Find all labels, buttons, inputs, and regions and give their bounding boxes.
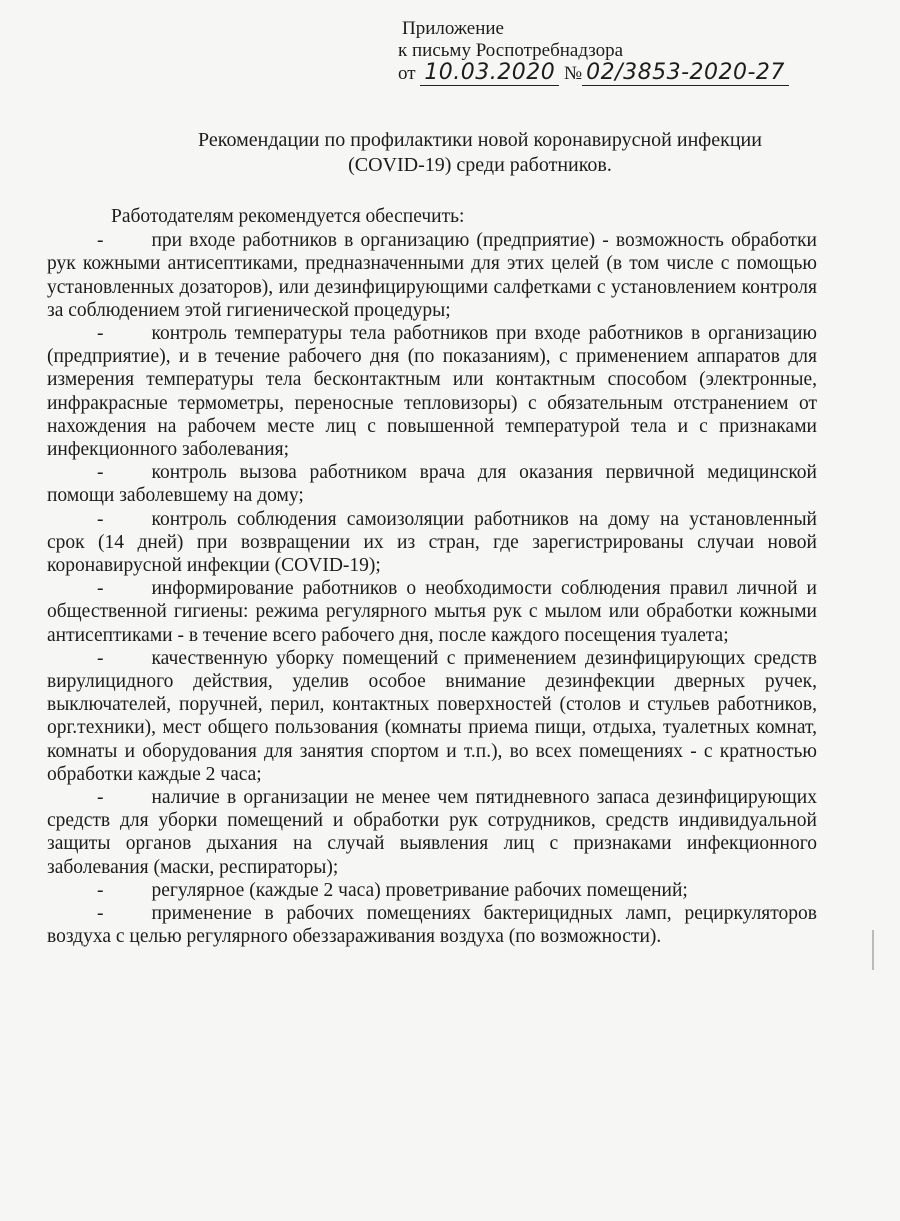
bullet-dash: - <box>97 787 104 809</box>
title-line-1: Рекомендации по профилактики новой коронавирусной инфекции <box>198 129 762 151</box>
list-item-text: контроль вызова работником врача для оказания первичной медицинской помощи заболевшему на дому; <box>47 462 817 507</box>
list-item <box>47 322 817 461</box>
list-item <box>47 508 817 578</box>
bullet-dash: - <box>97 879 104 901</box>
document-title <box>100 128 860 178</box>
handwritten-number: 02/3853-2020-27 <box>582 60 789 86</box>
list-item-text: наличие в организации не менее чем пятидневного запаса дезинфицирующих средств для уборки помещений и обработки рук сотрудников, средств индивидуальной защиты органов дыхания на случай выявления лиц с признаками инфекционного заболевания (маски, респираторы); <box>47 787 817 878</box>
list-item-text: контроль соблюдения самоизоляции работников на дому на установленный срок (14 дней) при возвращении их из стран, где зарегистрированы случаи новой коронавирусной инфекции (COVID-19); <box>47 508 817 577</box>
recommendation-list <box>47 229 817 948</box>
scan-artifact <box>872 930 874 970</box>
bullet-dash: - <box>97 647 104 669</box>
list-item-text: при входе работников в организацию (предприятие) - возможность обработки рук кожными антисептиками, предназначенными для этих целей (в том числе с помощью установленных дозаторов), или дезинфицирующими салфетками с установлением контроля за соблюдением этой гигиенической процедуры; <box>47 230 817 321</box>
title-line-2: (COVID-19) среди работников. <box>348 154 612 176</box>
bullet-dash: - <box>97 462 104 484</box>
list-item <box>47 577 817 647</box>
bullet-dash: - <box>97 903 104 925</box>
annex-block <box>398 18 789 85</box>
annex-date-number-line <box>398 62 789 85</box>
list-item-text: контроль температуры тела работников при входе работников в организацию (предприятие), и в течение рабочего дня (по показаниям), с применением аппаратов для измерения температуры тела бесконтактным или контактным способом (электронные, инфракрасные термометры, переносные тепловизоры) с обязательным отстранением от нахождения на рабочем месте лиц с повышенной температурой тела и с признаками инфекционного заболевания; <box>47 323 817 461</box>
list-item <box>47 461 817 507</box>
bullet-dash: - <box>97 230 104 252</box>
list-item <box>47 879 817 902</box>
bullet-dash: - <box>97 578 104 600</box>
annex-number-label: № <box>564 63 583 84</box>
bullet-dash: - <box>97 323 104 345</box>
list-item <box>47 786 817 879</box>
list-item <box>47 229 817 322</box>
document-body <box>47 205 817 949</box>
annex-title: Приложение <box>402 18 504 39</box>
list-item-text: регулярное (каждые 2 часа) проветривание рабочих помещений; <box>151 879 688 901</box>
list-item-text: применение в рабочих помещениях бактерицидных ламп, рециркуляторов воздуха с целью регулярного обеззараживания воздуха (по возможности). <box>47 903 817 948</box>
list-item <box>47 902 817 948</box>
list-item-text: информирование работников о необходимости соблюдения правил личной и общественной гигиены: режима регулярного мытья рук с мылом или обработки кожными антисептиками - в течение всего рабочего дня, после каждого посещения туалета; <box>47 578 817 646</box>
intro-paragraph <box>47 205 817 228</box>
intro-rest: рекомендуется обеспечить: <box>238 206 465 227</box>
list-item <box>47 647 817 786</box>
annex-from-label: от <box>398 63 416 84</box>
list-item-text: качественную уборку помещений с применением дезинфицирующих средств вирулицидного действия, уделив особое внимание дезинфекции дверных ручек, выключателей, поручней, перил, контактных поверхностей (столов и стульев работников, орг.техники), мест общего пользования (комнаты приема пищи, отдыха, туалетных комнат, комнаты и оборудования для занятия спортом и т.п.), во всех помещениях - с кратностью обработки каждые 2 часа; <box>47 647 817 785</box>
handwritten-date: 10.03.2020 <box>420 60 559 86</box>
annex-letter-ref: к письму Роспотребнадзора <box>398 40 624 61</box>
bullet-dash: - <box>97 508 104 530</box>
intro-lead: Работодателям <box>111 206 234 227</box>
